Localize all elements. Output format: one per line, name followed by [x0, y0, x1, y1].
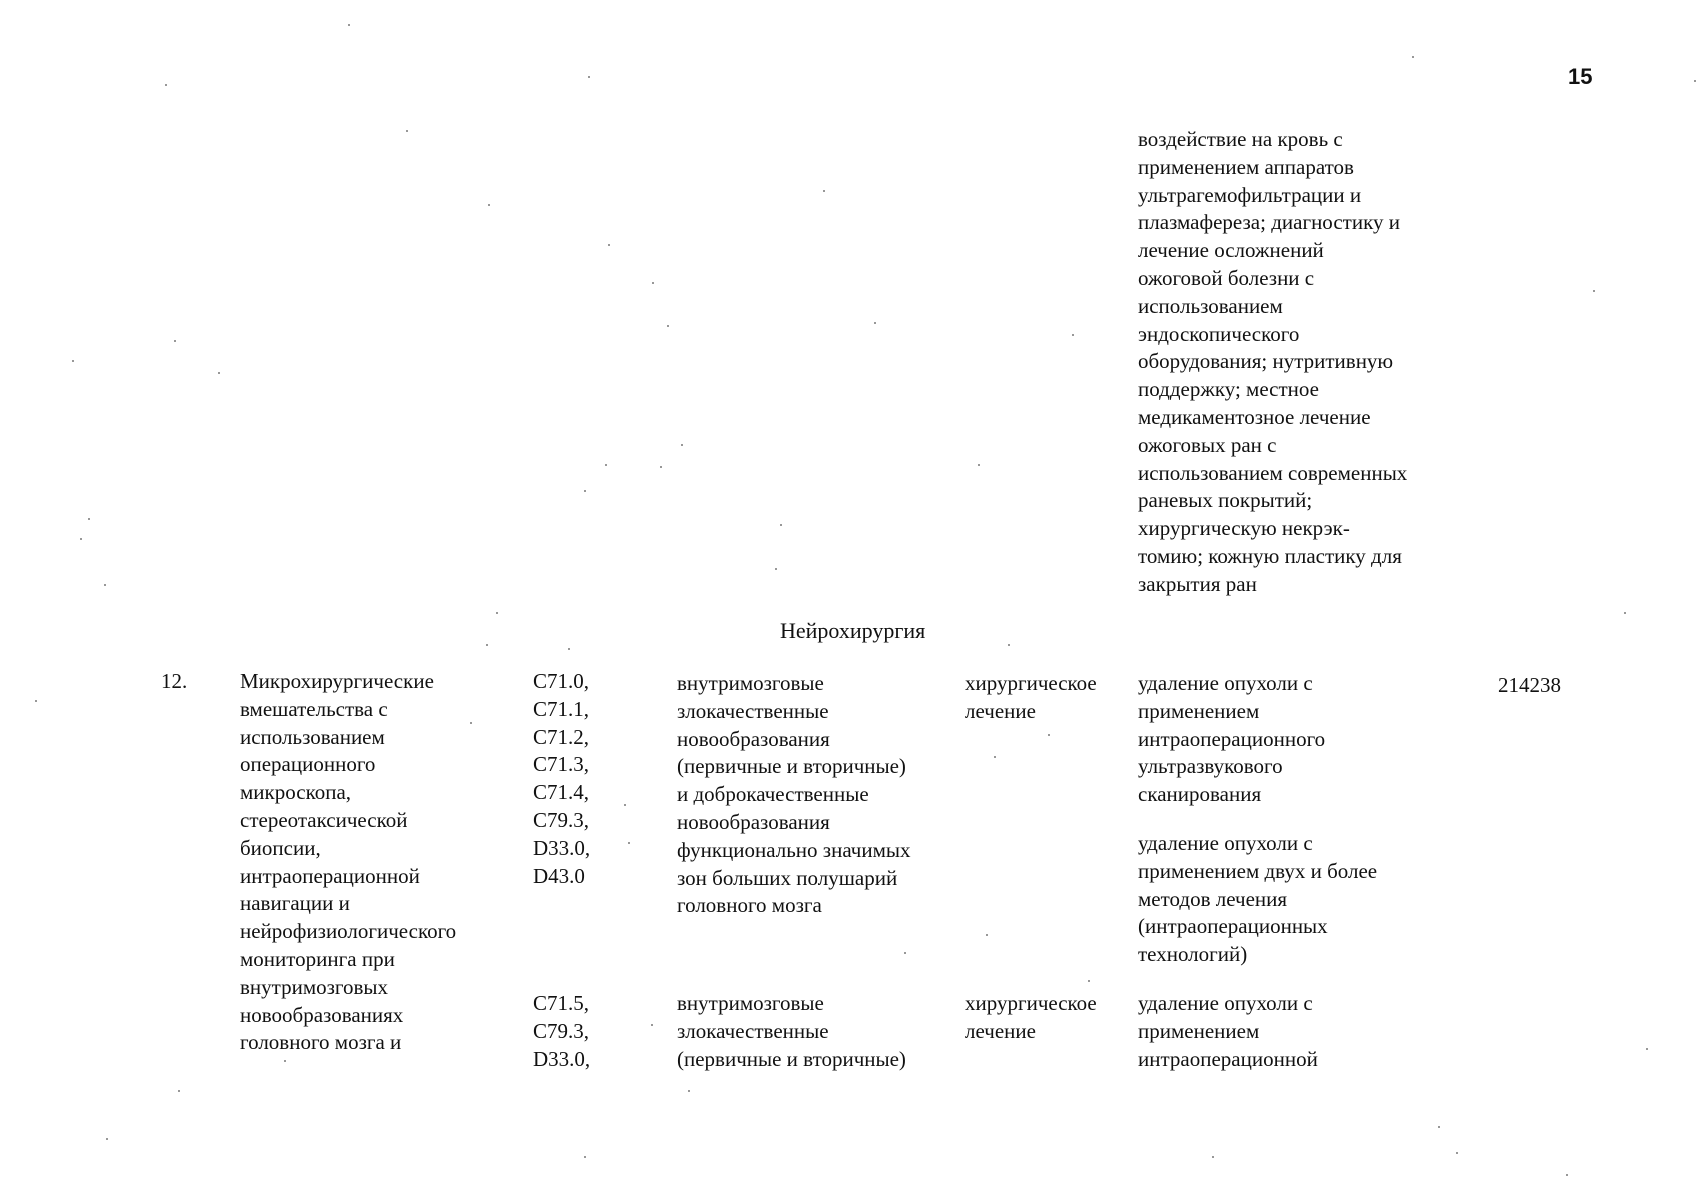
section-heading: Нейрохирургия [780, 618, 926, 643]
page-number: 15 [1568, 64, 1593, 89]
continuation-method-text: воздействие на кровь с применением аппаратов ультрагемофильтрации и плазмафереза; диагностику и лечение осложнений ожоговой болезни с использованием эндоскопического оборудования; нутритивную поддержку; местное медикаментозное лечение ожоговых ран с использованием современных раневых покрытий; хирургическую некрэк- томию; кожную пластику для закрытия ран [1138, 127, 1408, 596]
icd-codes: C71.0, C71.1, C71.2, C71.3, C71.4, C79.3, D33.0, D43.0 [533, 669, 591, 888]
treatment-method-2: удаление опухоли с применением двух и более методов лечения (интраоперационных технологий) [1138, 831, 1378, 967]
diagnosis-text: внутримозговые злокачественные новообразования (первичные и вторичные) и доброкачественные новообразования функционально значимых зон больших полушарий головного мозга [677, 671, 911, 918]
treatment-method-1: удаление опухоли с применением интраоперационной [1138, 991, 1318, 1071]
price-value: 214238 [1498, 673, 1561, 697]
treatment-method-1: удаление опухоли с применением интраоперационного ультразвукового сканирования [1138, 671, 1326, 807]
treatment-type: хирургическое лечение [965, 991, 1097, 1043]
diagnosis-text: внутримозговые злокачественные (первичные и вторичные) [677, 991, 906, 1071]
treatment-type: хирургическое лечение [965, 671, 1097, 723]
icd-codes: C71.5, C79.3, D33.0, [533, 991, 591, 1071]
care-type-name: Микрохирургические вмешательства с использованием операционного микроскопа, стереотаксической биопсии, интраоперационной навигации и нейрофизиологического мониторинга при внутримозговых новообразованиях головного мозга и [240, 669, 457, 1055]
row-number: 12. [161, 669, 188, 693]
